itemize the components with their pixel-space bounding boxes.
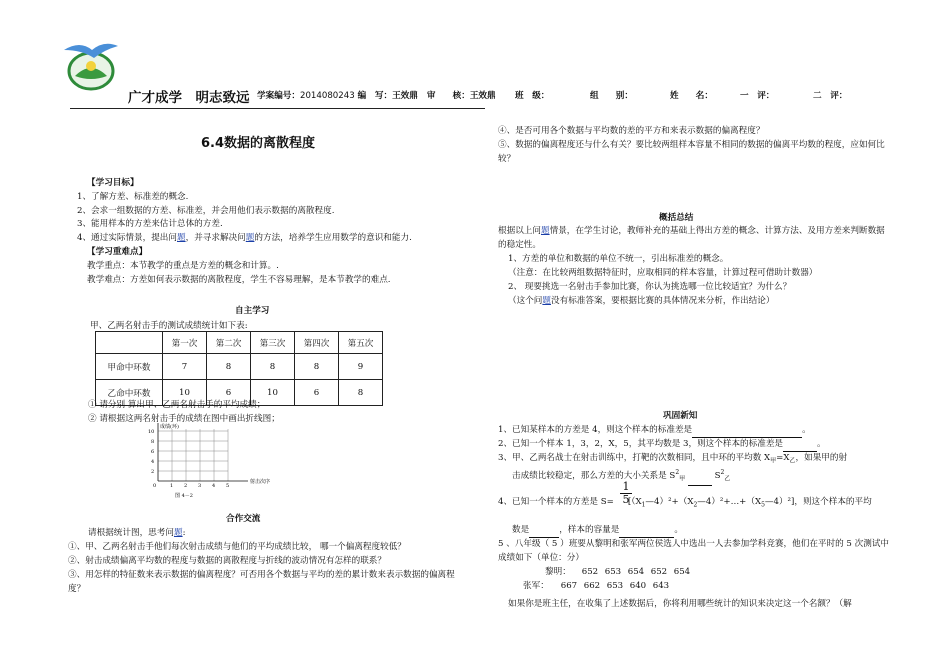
practice-q1 xyxy=(498,424,811,438)
summary-note2-link[interactable]: 题 xyxy=(542,296,551,306)
table-cell: 8 xyxy=(251,354,295,380)
goal-4-link-2[interactable]: 题 xyxy=(245,233,255,244)
goal-4-a: 4、通过实际情景，提出问 xyxy=(77,233,177,244)
goals-section xyxy=(77,177,487,287)
sub-jia-2: 甲 xyxy=(679,475,686,483)
practice-q5: 5 、八年级（ 5 ）班要从黎明和张军两位侯选人中选出一人去参加学科竞赛，他们在平时的 5 次测试中成绩如下（单位：分） xyxy=(498,539,890,563)
header-meta xyxy=(257,89,496,101)
zhangjun-row xyxy=(523,580,676,594)
answer-blank[interactable] xyxy=(783,441,817,452)
sup-2: 2 xyxy=(675,469,680,476)
summary-heading: 概括总结 xyxy=(659,213,694,223)
score: 654 xyxy=(627,567,645,577)
reviewer-label: 审 核： xyxy=(426,91,470,101)
table-cell: 10 xyxy=(251,380,295,406)
y-tick: 6 xyxy=(151,449,155,455)
self-study-q2: ② 请根据这两名射击手的成绩在图中画出折线图； xyxy=(88,414,280,424)
zhangjun-label: 张军： xyxy=(523,581,549,591)
cooperation-heading: 合作交流 xyxy=(226,514,261,524)
sub-yi-2: 乙 xyxy=(724,475,731,483)
table-cell: 8 xyxy=(295,354,339,380)
summary-p1 xyxy=(498,225,893,253)
x-tick: 4 xyxy=(212,483,216,489)
table-cell: 第二次 xyxy=(207,332,251,354)
practice-q4-line2 xyxy=(512,524,683,538)
table-cell: 8 xyxy=(207,354,251,380)
fraction-denominator: 5 xyxy=(620,493,632,506)
cooperation-intro-link[interactable]: 题 xyxy=(173,528,183,538)
motto: 广才成学 明志致远 xyxy=(128,90,250,106)
score: 640 xyxy=(629,581,647,591)
sub-jia: 甲 xyxy=(770,457,777,465)
goal-1: 1、了解方差、标准差的概念. xyxy=(77,191,189,202)
cooperation-intro-text: 请根据统计图，思考问 xyxy=(88,528,174,538)
group-label: 组 别： xyxy=(590,91,633,101)
summary-note2 xyxy=(508,295,774,309)
cooperation-intro xyxy=(88,527,185,541)
reviewer: 王效鼎 xyxy=(469,91,496,101)
answer-blank[interactable] xyxy=(688,475,712,486)
origin-label: 0 xyxy=(153,483,157,489)
practice-q3-c: ，如果甲的射 xyxy=(795,453,848,463)
goal-4-link-1[interactable]: 题 xyxy=(177,233,186,244)
table-cell: 6 xyxy=(295,380,339,406)
practice-q2-text: 2、已知一个样本 1，3，2，X，5，其平均数是 3，则这个样本的标准差是 xyxy=(498,439,784,449)
score: 653 xyxy=(604,567,622,577)
table-cell: 10 xyxy=(163,380,207,406)
goal-4-b: ，并寻求解决问 xyxy=(185,233,246,244)
answer-blank[interactable] xyxy=(619,527,674,538)
table-cell: 9 xyxy=(339,354,383,380)
summary-i2: 2、 现要挑选一名射击手参加比赛，你认为挑选哪一位比较适宜？为什么？ xyxy=(508,282,792,292)
blank-line-chart xyxy=(130,421,280,499)
page-title: 6.4数据的离散程度 xyxy=(201,136,316,151)
grid xyxy=(158,429,228,481)
self-study-intro: 甲、乙两名射击手的测试成绩统计如下表: xyxy=(90,321,248,331)
self-study-q1: ① 请分别 算出甲、乙两名射击手的平均成绩； xyxy=(88,400,266,410)
table-cell: 7 xyxy=(163,354,207,380)
x-tick: 1 xyxy=(170,483,174,489)
practice-q4-a: 4、已知一个样本的方差是 S= xyxy=(498,497,614,507)
goal-3: 3、能用样本的方差来估计总体的方差. xyxy=(77,219,223,230)
practice-q2 xyxy=(498,438,826,452)
focus-heading: 【学习重难点】 xyxy=(87,246,148,257)
header-bar xyxy=(125,86,925,104)
score: 652 xyxy=(650,567,668,577)
table-cell: 6 xyxy=(207,380,251,406)
practice-q4: 4、已知一个样本的方差是 $S= [(X_1—4)^2+(X_2—4)^2+\dots+(X_5—4)^2]$，则这个样本的平均 xyxy=(498,497,872,509)
summary-note1: （注意：在比较两组数据特征时，应取相同的样本容量，计算过程可借助计数器） xyxy=(508,268,818,278)
self-study-heading: 自主学习 xyxy=(235,306,270,316)
focus-key: 教学重点：本节教学的重点是方差的概念和计算。. xyxy=(87,260,279,271)
practice-q1-text: 1、已知某样本的方差是 4，则这个样本的标准差是 xyxy=(498,425,693,435)
table-cell xyxy=(96,332,163,354)
practice-q3-e: S xyxy=(714,470,721,481)
summary-note2-b: 没有标准答案，要根据比赛的具体情况来分析，作出结论） xyxy=(551,296,775,306)
class-label: 班 级： xyxy=(515,91,550,101)
practice-q4-e: —4）²]，则这个样本的平均 xyxy=(764,497,872,507)
goal-2: 2、会求一组数据的方差、标准差，并会用他们表示数据的离散程度. xyxy=(77,205,335,216)
score-table xyxy=(95,331,383,406)
sub-yi: 乙 xyxy=(789,457,796,465)
y-tick: 10 xyxy=(148,429,155,435)
name-label: 姓 名： xyxy=(670,91,713,101)
score: 667 xyxy=(560,581,578,591)
sup-2b: 2 xyxy=(720,469,725,476)
summary-note2-a: （这个问 xyxy=(508,296,543,306)
table-cell: 第五次 xyxy=(339,332,383,354)
practice-q5-tail: 如果你是班主任，在收集了上述数据后，你将利用哪些统计的知识来决定这一个名额？（解 xyxy=(508,599,852,609)
summary-p1-a: 根据以上问 xyxy=(498,226,541,236)
goal-4 xyxy=(77,232,487,246)
table-row xyxy=(96,354,383,380)
score: 662 xyxy=(583,581,601,591)
focus-hard: 教学难点：方差如何表示数据的离散程度，学生不容易理解，是本节教学的难点. xyxy=(87,274,391,285)
table-cell: 乙命中环数 xyxy=(96,380,163,406)
table-cell: 甲命中环数 xyxy=(96,354,163,380)
practice-q3-a: 3、甲、乙两名战士在射击训练中，打靶的次数相同，且中环的平均数 X xyxy=(498,453,771,463)
practice-q4-b: [（X xyxy=(627,497,642,507)
practice-q1-end: 。 xyxy=(802,425,811,435)
table-cell: 8 xyxy=(339,380,383,406)
practice-heading: 巩固新知 xyxy=(663,411,698,421)
cooperation-q1: ①、甲、乙两名射击手他们每次射击成绩与他们的平均成绩比较， 哪一个偏离程度较低？ xyxy=(68,542,406,552)
summary-p1-link[interactable]: 题 xyxy=(540,226,550,236)
answer-blank[interactable] xyxy=(692,427,802,438)
x-axis-label: 射击次序 xyxy=(250,479,271,485)
table-cell: 第三次 xyxy=(251,332,295,354)
logo-emblem-icon xyxy=(60,38,120,92)
eval2-label: 二 评： xyxy=(813,91,848,101)
practice-q2-end: 。 xyxy=(817,439,826,449)
cooperation-q5: ⑤、数据的偏离程度还与什么有关？要比较两组样本容量不相同的数据的偏离平均数的程度，应如何比较？ xyxy=(498,140,885,164)
plan-no-label: 学案编号： xyxy=(257,91,300,101)
school-logo xyxy=(60,38,120,92)
liming-label: 黎明： xyxy=(545,567,571,577)
score: 654 xyxy=(673,567,691,577)
practice-q3-d: 击成绩比较稳定，那么方差的大小关系是 S xyxy=(512,470,676,481)
practice-q4-f: 数是 xyxy=(512,525,530,535)
y-axis-label: 成绩(环) xyxy=(160,424,179,430)
x-tick: 3 xyxy=(198,483,202,489)
goal-4-c: 的方法，培养学生应用数学的意识和能力. xyxy=(254,233,412,244)
practice-q4-g: ，样本的容量是 xyxy=(559,525,620,535)
table-cell: 第四次 xyxy=(295,332,339,354)
eval1-label: 一 评： xyxy=(740,91,775,101)
practice-q3-b: =X xyxy=(776,453,790,463)
goals-heading: 【学习目标】 xyxy=(87,178,139,188)
y-tick: 4 xyxy=(151,459,155,465)
score: 653 xyxy=(606,581,624,591)
cooperation-intro-colon: : xyxy=(182,528,186,538)
practice-q4-h: 。 xyxy=(674,525,683,535)
answer-blank[interactable] xyxy=(529,527,559,538)
header-divider xyxy=(70,108,485,109)
cooperation-q2: ②、射击成绩偏离平均数的程度与数据的离散程度与折线的波动情况有怎样的联系？ xyxy=(68,556,386,566)
x-tick: 2 xyxy=(184,483,188,489)
fraction-numerator: 1 xyxy=(622,480,630,493)
table-cell: 第一次 xyxy=(163,332,207,354)
author: 王效鼎 xyxy=(392,91,418,101)
plan-no: 2014080243 xyxy=(299,91,355,101)
score-table-header xyxy=(96,332,383,354)
y-tick: 2 xyxy=(151,469,155,475)
chart-caption: 图 4－2 xyxy=(175,493,193,499)
liming-row xyxy=(545,566,697,580)
x-tick: 5 xyxy=(226,483,230,489)
score: 652 xyxy=(581,567,599,577)
summary-i1: 1、方差的单位和数据的单位不统一，引出标准差的概念。 xyxy=(508,254,729,264)
cooperation-q4: ④、是否可用各个数据与平均数的差的平方和来表示数据的偏离程度？ xyxy=(498,126,765,136)
practice-q4-d: —4）²+…+（X xyxy=(697,497,762,507)
author-label: 编 写： xyxy=(357,91,393,101)
y-tick: 8 xyxy=(151,439,155,445)
cooperation-q3: ③、用怎样的特征数来表示数据的偏离程度？可否用各个数据与平均的差的累计数来表示数据的偏离程度？ xyxy=(68,570,455,594)
summary-p1-b: 情景，在学生讨论，教师补充的基础上得出方差的概念、计算方法、及用方差来判断数据的稳定性。 xyxy=(498,226,885,250)
score: 643 xyxy=(652,581,670,591)
practice-q4-c: —4）²+（X xyxy=(645,497,694,507)
